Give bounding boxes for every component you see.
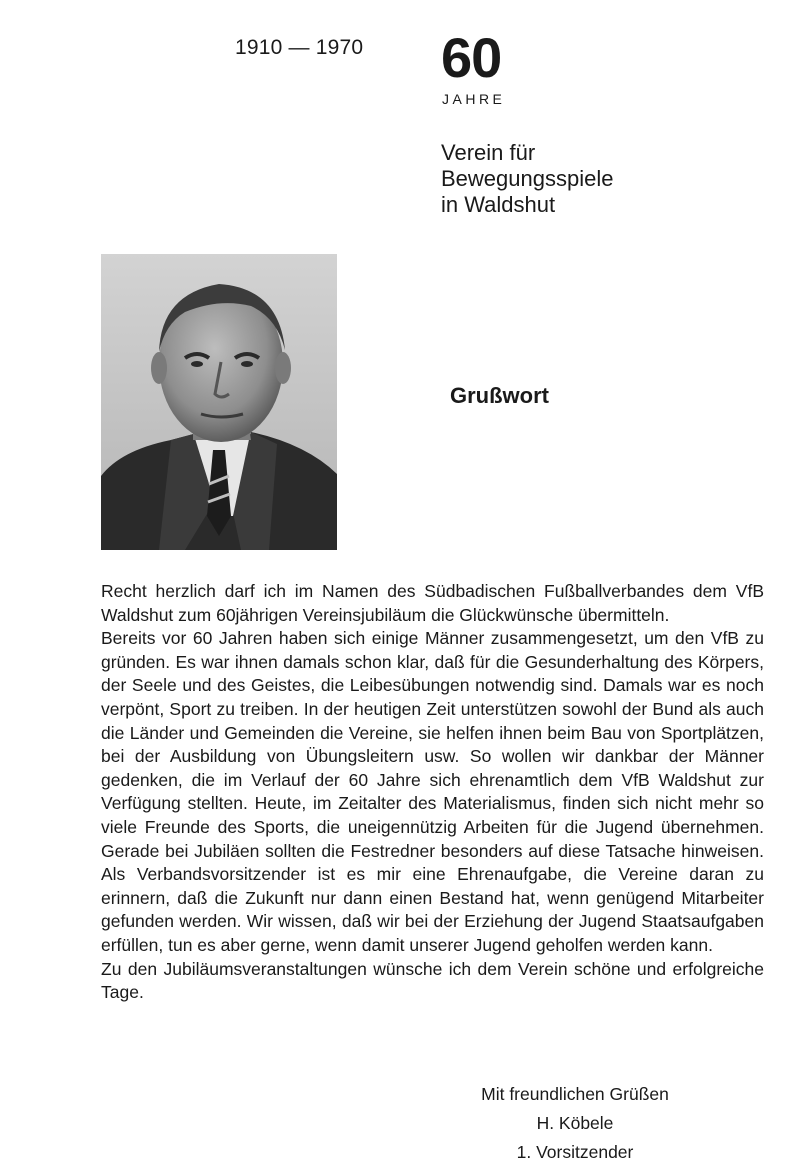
greeting-body bbox=[101, 580, 764, 1005]
body-paragraph-1: Recht herzlich darf ich im Namen des Südbadischen Fußballverbandes dem VfB Waldshut zum 60jährigen Vereinsjubiläum die Glückwünsche übermitteln. bbox=[101, 581, 764, 625]
body-paragraph-2: Bereits vor 60 Jahren haben sich einige Männer zusammengesetzt, um den VfB zu gründen. Es war ihnen damals schon klar, daß für die Gesunderhaltung des Körpers, der Seele und des Geistes, die Leibesübungen notwendig sind. Damals war es noch verpönt, Sport zu treiben. In der heutigen Zeit unterstützen sowohl der Bund als auch die Länder und Gemeinden die Vereine, sie helfen ihnen beim Bau von Sportplätzen, bei der Ausbildung von Übungsleitern usw. So wollen wir dankbar der Männer gedenken, die im Verlauf der 60 Jahre sich ehrenamtlich dem VfB Waldshut zur Verfügung stellten. Heute, im Zeitalter des Materialismus, finden sich nicht mehr so viele Freunde des Sports, die uneigennützig Arbeiten für die Jugend übernehmen. Gerade bei Jubiläen sollten die Festredner besonders auf diese Tatsache hinweisen. Als Verbandsvorsitzender ist es mir eine Ehrenaufgabe, die Vereine daran zu erinnern, daß die Zukunft nur dann einen Bestand hat, wenn genügend Mitarbeiter gefunden werden. Wir wissen, daß wir bei der Erziehung der Jugend Staatsaufgaben erfüllen, tun es aber gerne, wenn damit unserer Jugend geholfen werden kann. bbox=[101, 628, 764, 955]
closing-greeting: Mit freundlichen Grüßen bbox=[481, 1084, 669, 1104]
anniversary-number: 60 bbox=[441, 26, 502, 89]
club-name-line-1: Verein für bbox=[441, 140, 536, 165]
club-name bbox=[441, 140, 613, 218]
anniversary-years: 1910 — 1970 bbox=[235, 36, 364, 59]
club-name-line-3: in Waldshut bbox=[441, 192, 556, 217]
portrait-photo bbox=[101, 254, 337, 550]
signatory-role: 1. Vorsitzender bbox=[516, 1142, 634, 1162]
club-name-line-2: Bewegungsspiele bbox=[441, 166, 614, 191]
section-title: Grußwort bbox=[450, 383, 549, 408]
signature-block bbox=[440, 1080, 710, 1167]
portrait-illustration bbox=[101, 254, 337, 550]
signatory-name: H. Köbele bbox=[536, 1113, 614, 1133]
anniversary-unit: JAHRE bbox=[442, 91, 506, 107]
body-paragraph-3: Zu den Jubiläumsveranstaltungen wünsche ich dem Verein schöne und erfolgreiche Tage. bbox=[101, 958, 764, 1003]
